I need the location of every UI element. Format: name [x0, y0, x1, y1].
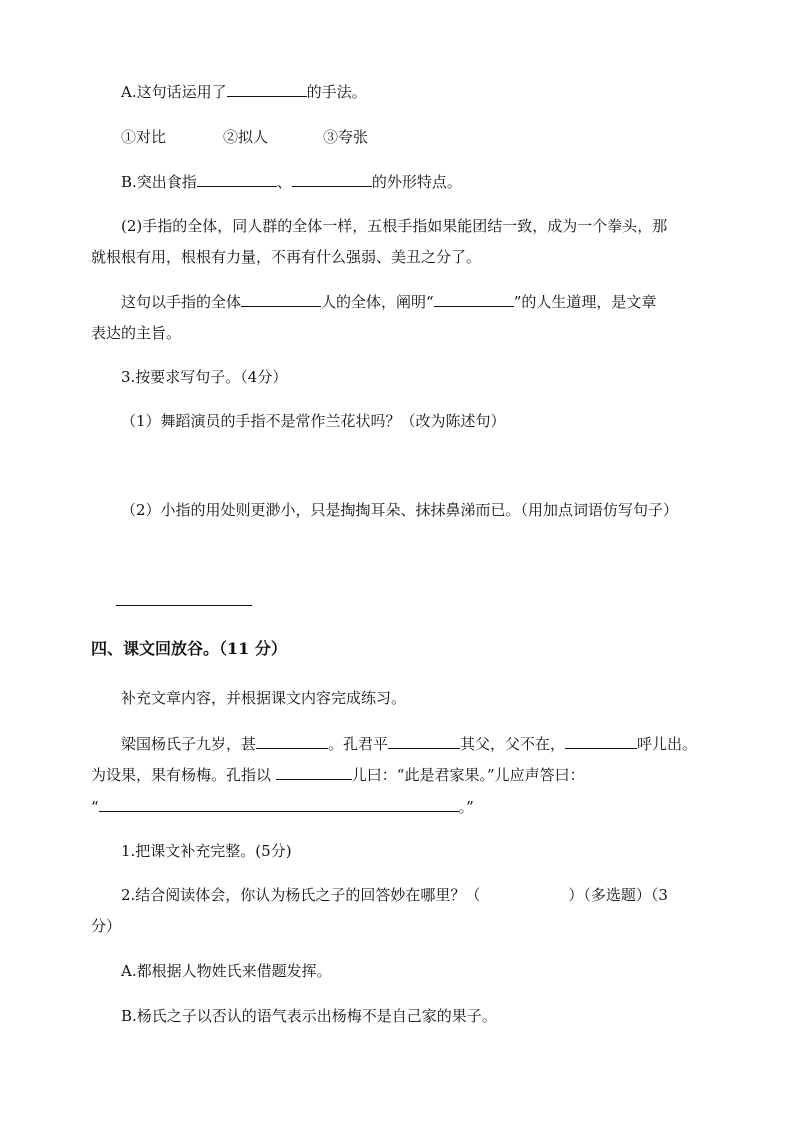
classic-text-line3: [91, 796, 474, 818]
question-a-suffix: 的手法。: [306, 83, 367, 101]
answer-blank[interactable]: [227, 82, 307, 97]
para2-line2: 就根根有用，根根有力量，不再有什么强弱、美丑之分了。: [91, 248, 482, 266]
text-segment: 呼儿出。: [637, 735, 698, 753]
options-row: [121, 126, 368, 148]
section4-q2-line2: 分）: [91, 917, 122, 935]
text-segment: 为设果，果有杨梅。孔指以: [91, 766, 276, 784]
para3-line2: 表达的主旨。: [91, 324, 182, 342]
question-b-prefix: B.突出食指: [121, 173, 197, 191]
para2-line1: (2)手指的全体，同人群的全体一样，五根手指如果能团结一致，成为一个拳头，那: [121, 217, 668, 235]
q2-part2: ）（多选题）（3: [568, 886, 668, 904]
option-2: ②拟人: [223, 128, 269, 146]
section4-q2-line1: [121, 884, 668, 906]
answer-blank[interactable]: [276, 765, 352, 780]
answer-blank[interactable]: [434, 292, 514, 307]
section4-intro: 补充文章内容，并根据课文内容完成练习。: [121, 689, 407, 707]
answer-blank[interactable]: [565, 734, 637, 749]
text-segment: 儿曰：“此是君家果。”儿应声答曰：: [351, 766, 585, 784]
answer-blank[interactable]: [241, 292, 321, 307]
option-3: ③夸张: [323, 128, 369, 146]
answer-blank[interactable]: [256, 734, 328, 749]
question-a: [121, 81, 367, 103]
para3-line1: [121, 291, 656, 313]
text-segment: 。”: [458, 798, 474, 816]
question-b-sep: 、: [276, 173, 292, 191]
q3-sentence-1: （1）舞蹈演员的手指不是常作兰花状吗？（改为陈述句）: [121, 412, 506, 430]
question-a-prefix: A.这句话运用了: [121, 83, 227, 101]
q3-sentence-2: （2）小指的用处则更渺小，只是掏掏耳朵、抹抹鼻涕而已。（用加点词语仿写句子）: [121, 501, 679, 519]
para3-part2: 人的全体，阐明“: [321, 293, 434, 311]
para3-part3: ”的人生道理，是文章: [513, 293, 657, 311]
answer-blank[interactable]: [292, 172, 372, 187]
option-1: ①对比: [121, 128, 167, 146]
question-b-suffix: 的外形特点。: [371, 173, 462, 191]
answer-line[interactable]: [116, 605, 252, 606]
option-b: B.杨氏之子以否认的语气表示出杨梅不是自己家的果子。: [121, 1007, 497, 1025]
classic-text-line2: [91, 764, 585, 786]
option-a: A.都根据人物姓氏来借题发挥。: [121, 962, 332, 980]
text-segment: 。孔君平: [328, 735, 389, 753]
classic-text-line1: [121, 733, 697, 755]
para3-part1: 这句以手指的全体: [121, 293, 242, 311]
answer-blank[interactable]: [197, 172, 277, 187]
answer-blank[interactable]: [388, 734, 460, 749]
text-segment: 梁国杨氏子九岁，甚: [121, 735, 257, 753]
text-segment: “: [91, 798, 99, 816]
question-b: [121, 171, 462, 193]
section4-heading: 四、课文回放谷。（11 分）: [91, 639, 287, 658]
q3-title: 3.按要求写句子。（4分）: [121, 368, 288, 386]
q2-part1: 2.结合阅读体会，你认为杨氏之子的回答妙在哪里？（: [121, 886, 481, 904]
section4-q1: 1.把课文补充完整。(5分): [121, 842, 292, 860]
text-segment: 其父，父不在，: [460, 735, 566, 753]
answer-blank[interactable]: [99, 797, 459, 812]
